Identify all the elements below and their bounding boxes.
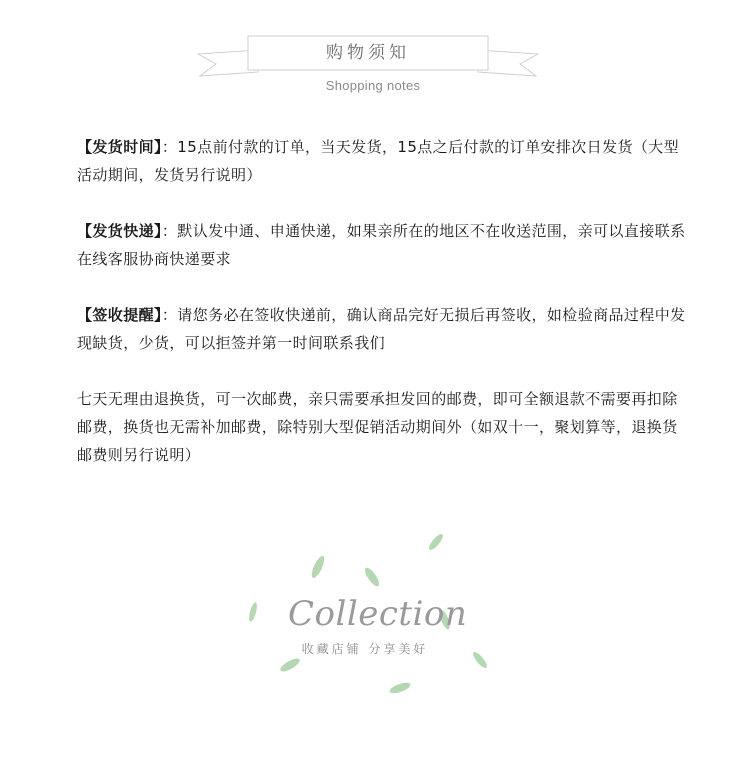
note-returns bbox=[77, 385, 692, 469]
header-subtitle: Shopping notes bbox=[325, 78, 421, 93]
note-text: ：请您务必在签收快递前，确认商品完好无损后再签收，如检验商品过程中发现缺货，少货，可以拒签并第一时间联系我们 bbox=[77, 306, 686, 352]
notes-list bbox=[77, 133, 692, 497]
note-courier bbox=[77, 217, 692, 273]
note-text: 七天无理由退换货，可一次邮费，亲只需要承担发回的邮费，即可全额退款不需要再扣除邮费，换货也无需补加邮费，除特别大型促销活动期间外（如双十一，聚划算等，退换货邮费则另行说明） bbox=[77, 390, 678, 464]
leaf-icon bbox=[278, 656, 301, 674]
leaf-icon bbox=[388, 680, 411, 695]
header-title: 购物须知 bbox=[326, 43, 410, 63]
leaf-icon bbox=[248, 602, 259, 623]
collection-subtitle: 收藏店铺 分享美好 bbox=[301, 642, 429, 656]
leaf-icon bbox=[309, 554, 326, 579]
collection-badge[interactable] bbox=[240, 520, 510, 720]
note-shipping-time bbox=[77, 133, 692, 189]
leaf-icon bbox=[427, 532, 445, 552]
note-label: 【签收提醒】 bbox=[77, 306, 162, 324]
note-receipt-reminder bbox=[77, 301, 692, 357]
note-text: ：默认发中通、申通快递，如果亲所在的地区不在收送范围，亲可以直接联系在线客服协商快递要求 bbox=[77, 222, 686, 268]
leaf-icon bbox=[471, 650, 489, 670]
note-label: 【发货时间】 bbox=[77, 138, 162, 156]
leaf-icon bbox=[362, 566, 381, 589]
note-label: 【发货快递】 bbox=[77, 222, 162, 240]
collection-script-text: Collection bbox=[288, 594, 468, 634]
header-banner bbox=[0, 0, 750, 110]
note-text: ：15点前付款的订单，当天发货，15点之后付款的订单安排次日发货（大型活动期间，发货另行说明） bbox=[77, 138, 680, 184]
